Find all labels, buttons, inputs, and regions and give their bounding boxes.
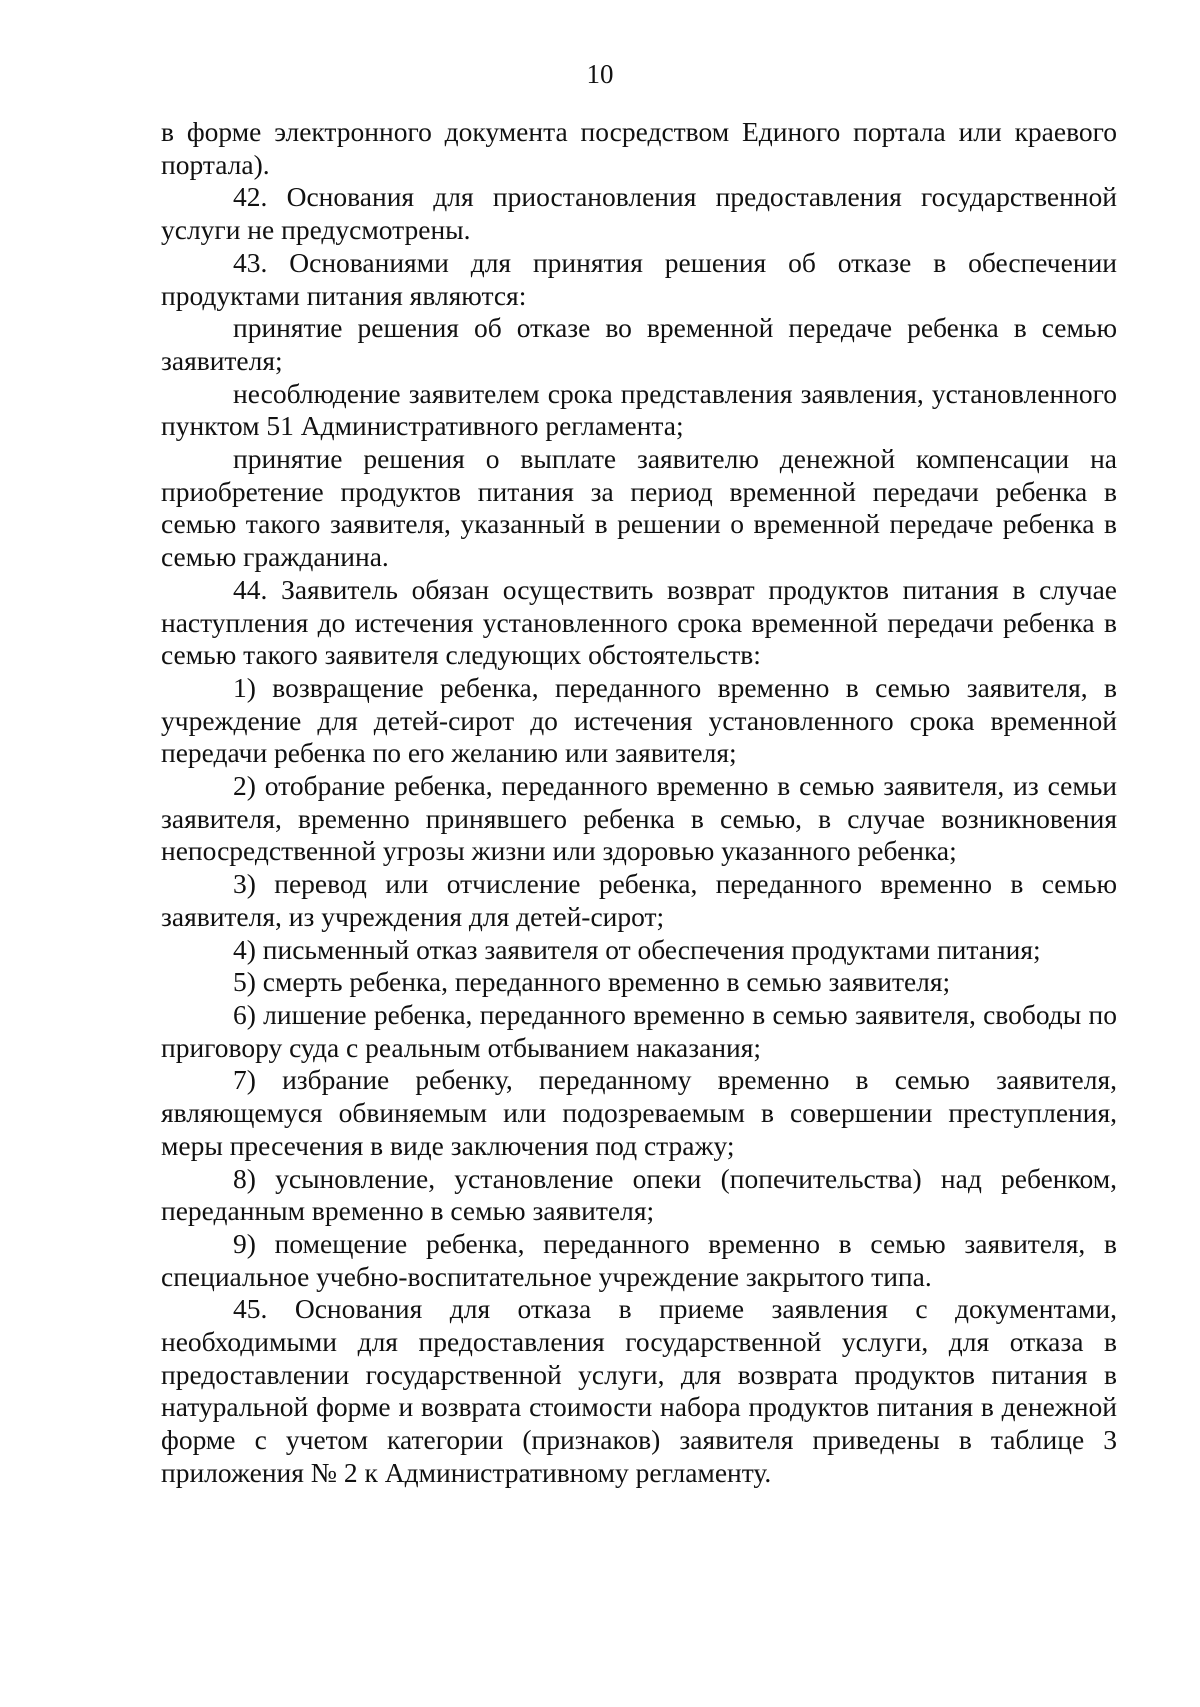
paragraph-44-item-5: 5) смерть ребенка, переданного временно в семью заявителя; xyxy=(233,966,951,998)
paragraph-continuation: в форме электронного документа посредством Единого портала или краевого портала). xyxy=(161,116,1117,180)
paragraph-44-item-2: 2) отобрание ребенка, переданного временно в семью заявителя, из семьи заявителя, временно принявшего ребенка в семью, в случае возникновения непосредственной угрозы жизни или здоровью указанного ребенка; xyxy=(161,770,1117,867)
paragraph-44-item-4: 4) письменный отказ заявителя от обеспечения продуктами питания; xyxy=(233,933,1041,965)
paragraph-43-item-2: несоблюдение заявителем срока представления заявления, установленного пунктом 51 Административного регламента; xyxy=(161,377,1117,442)
paragraph-44-item-8: 8) усыновление, установление опеки (попечительства) над ребенком, переданным временно в семью заявителя; xyxy=(161,1162,1117,1227)
paragraph-44-item-7: 7) избрание ребенку, переданному временно в семью заявителя, являющемуся обвиняемым или подозреваемым в совершении преступления, меры пресечения в виде заключения под стражу; xyxy=(161,1064,1117,1161)
document-body xyxy=(161,116,1117,1490)
paragraph-44-item-6: 6) лишение ребенка, переданного временно в семью заявителя, свободы по приговору суда с реальным отбыванием наказания; xyxy=(161,998,1117,1063)
paragraph-45: 45. Основания для отказа в приеме заявления с документами, необходимыми для предоставления государственной услуги, для отказа в предоставлении государственной услуги, для возврата продуктов питания в натуральной форме и возврата стоимости набора продуктов питания в денежной форме с учетом категории (признаков) заявителя приведены в таблице 3 приложения № 2 к Административному регламенту. xyxy=(161,1293,1117,1488)
paragraph-44-item-9: 9) помещение ребенка, переданного временно в семью заявителя, в специальное учебно-воспитательное учреждение закрытого типа. xyxy=(161,1227,1117,1292)
paragraph-44: 44. Заявитель обязан осуществить возврат продуктов питания в случае наступления до истечения установленного срока временной передачи ребенка в семью такого заявителя следующих обстоятельств: xyxy=(161,573,1117,671)
paragraph-43-item-3: принятие решения о выплате заявителю денежной компенсации на приобретение продуктов питания за период временной передачи ребенка в семью такого заявителя, указанный в решении о временной передаче ребенка в семью гражданина. xyxy=(161,443,1117,573)
paragraph-43-item-1: принятие решения об отказе во временной передаче ребенка в семью заявителя; xyxy=(161,312,1117,376)
paragraph-44-item-3: 3) перевод или отчисление ребенка, переданного временно в семью заявителя, из учреждения для детей-сирот; xyxy=(161,868,1117,932)
paragraph-42: 42. Основания для приостановления предоставления государственной услуги не предусмотрены. xyxy=(161,181,1117,246)
page-number: 10 xyxy=(586,59,614,89)
paragraph-43: 43. Основаниями для принятия решения об отказе в обеспечении продуктами питания являются: xyxy=(161,246,1117,311)
paragraph-44-item-1: 1) возвращение ребенка, переданного временно в семью заявителя, в учреждение для детей-сирот до истечения установленного срока временной передачи ребенка по его желанию или заявителя; xyxy=(161,671,1117,769)
